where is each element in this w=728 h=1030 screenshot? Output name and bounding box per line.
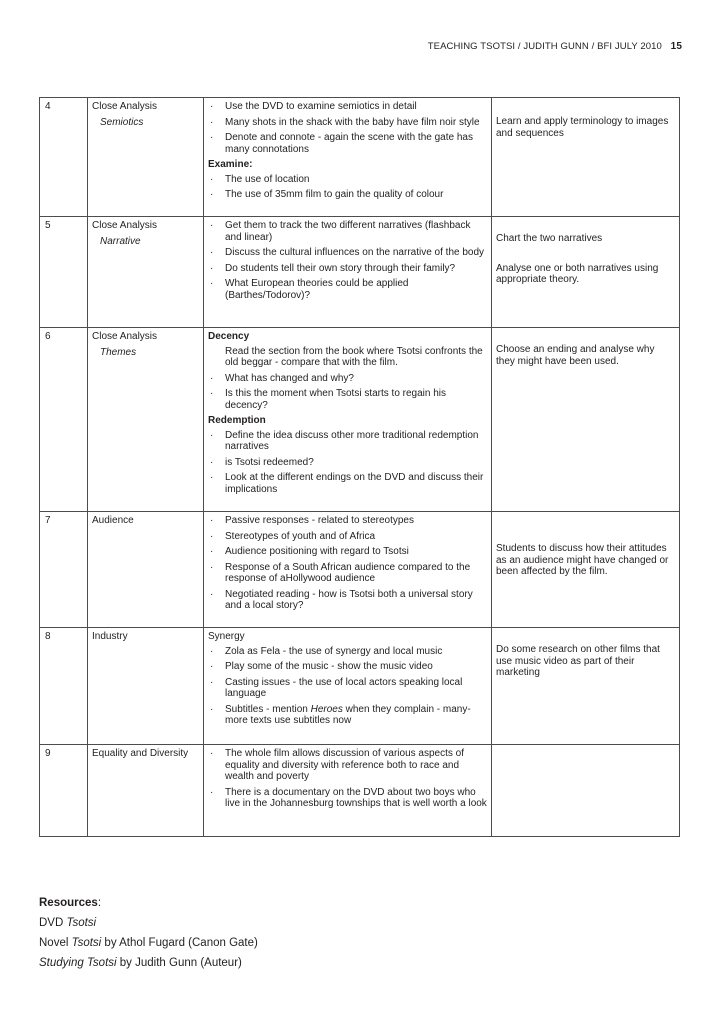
activity-cell [492,512,680,628]
list-item: · Play some of the music - show the music video [210,661,433,672]
topic-subtitle: Themes [100,346,137,358]
list-item: · Passive responses - related to stereotypes [210,515,414,526]
resources-heading: Resources [39,897,98,909]
topic-title: Industry [92,631,128,642]
content-cell [204,628,492,745]
content-cell [204,745,492,837]
topic-title: Audience [92,515,134,526]
activity-text: Learn and apply terminology to images and sequences [496,116,669,139]
topic-cell [88,628,204,745]
content-cell [204,217,492,328]
week-number: 7 [40,512,88,628]
activity-cell [492,217,680,328]
table-row [40,512,680,628]
list-item: · is Tsotsi redeemed? [210,456,314,468]
resources-heading-line: Resources: [39,897,102,909]
resources-section [39,893,258,973]
running-title: TEACHING TSOTSI / JUDITH GUNN / BFI JULY 2010 [427,41,662,52]
resource-item: Studying Tsotsi by Judith Gunn (Auteur) [39,957,242,969]
activity-text: Analyse one or both narratives using appropriate theory. [496,262,659,285]
list-item: · Response of a South African audience compared to the response of aHollywood audience [210,561,471,584]
topic-cell [88,745,204,837]
activity-cell [492,628,680,745]
lesson-plan-table [39,97,680,837]
week-number: 4 [40,98,88,217]
resource-item: Novel Tsotsi by Athol Fugard (Canon Gate) [39,937,258,949]
topic-cell [88,328,204,512]
section-heading: Synergy [208,631,245,642]
list-item: · Look at the different endings on the DVD and discuss their implications [210,472,484,495]
list-item: · The use of 35mm film to gain the quality of colour [210,189,444,200]
topic-subtitle: Narrative [100,235,141,247]
activity-text: Choose an ending and analyse why they might have been used. [496,344,655,367]
list-item: · Do students tell their own story through their family? [210,262,456,274]
topic-subtitle: Semiotics [100,116,144,128]
list-item: · Use the DVD to examine semiotics in detail [210,101,417,112]
week-number: 5 [40,217,88,328]
list-item: · The whole film allows discussion of various aspects of equality and diversity with reference both to race and wealth and poverty [210,748,464,782]
list-item: · There is a documentary on the DVD about two boys who live in the Johannesburg townships that is well worth a look [210,786,487,809]
topic-cell [88,98,204,217]
list-item: · Denote and connote - again the scene with the gate has many connotations [210,132,473,155]
list-item: · Is this the moment when Tsotsi starts to regain his decency? [210,388,447,411]
list-item: · Discuss the cultural influences on the narrative of the body [210,247,485,258]
list-item: · Subtitles - mention Heroes when they complain - many-more texts use subtitles now [210,703,471,726]
list-item: · Many shots in the shack with the baby have film noir style [210,116,480,128]
table-row [40,98,680,217]
resource-item: DVD Tsotsi [39,917,97,929]
list-item: Read the section from the book where Tsotsi confronts the old beggar - compare that with the film. [225,345,483,368]
list-item: · The use of location [210,173,310,185]
section-heading: Decency [208,331,250,342]
week-number: 6 [40,328,88,512]
page-number: 15 [670,41,682,52]
list-item: · Stereotypes of youth and of Africa [210,530,376,542]
list-item: · Negotiated reading - how is Tsotsi both a universal story and a local story? [210,588,473,611]
table-row [40,745,680,837]
table-row [40,217,680,328]
topic-title: Close Analysis [92,101,158,112]
topic-title: Equality and Diversity [92,748,189,759]
topic-cell [88,217,204,328]
list-item: · Define the idea discuss other more traditional redemption narratives [210,429,479,452]
list-item: · Get them to track the two different narratives (flashback and linear) [210,220,471,243]
activity-text: Do some research on other films that use music video as part of their marketing [496,644,660,678]
running-header [428,41,682,52]
activity-cell [492,745,680,837]
topic-title: Close Analysis [92,331,158,342]
section-heading: Redemption [208,415,266,426]
activity-cell [492,98,680,217]
content-cell [204,512,492,628]
topic-cell [88,512,204,628]
table-row [40,628,680,745]
topic-title: Close Analysis [92,220,158,231]
week-number: 9 [40,745,88,837]
activity-cell [492,328,680,512]
activity-text: Students to discuss how their attitudes as an audience might have changed or been affected by the film. [496,543,669,577]
content-cell [204,98,492,217]
activity-text: Chart the two narratives [496,233,603,244]
list-item: · Casting issues - the use of local actors speaking local language [210,676,463,699]
section-heading: Examine: [208,159,253,170]
table-row [40,328,680,512]
list-item: · Zola as Fela - the use of synergy and local music [210,645,443,657]
content-cell [204,328,492,512]
week-number: 8 [40,628,88,745]
list-item: · Audience positioning with regard to Tsotsi [210,546,409,557]
list-item: · What has changed and why? [210,372,354,384]
list-item: · What European theories could be applied (Barthes/Todorov)? [210,278,409,301]
